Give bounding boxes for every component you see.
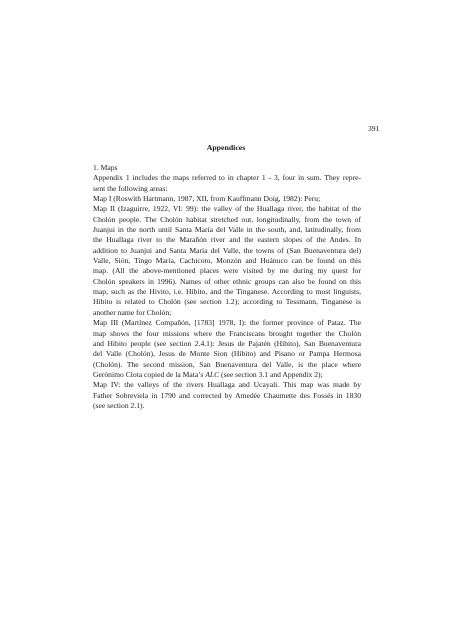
text-line: map, such as the Hivito, i.e. Hibito, and the Tinganese. According to most linguists, [93,287,361,297]
text-line: Cholón speakers in 1996). Names of other ethnic groups can also be found on this [93,276,361,286]
text-line: Appendix 1 includes the maps referred to in chapter 1 - 3, four in sum. They repre- [93,173,361,183]
text-line: map shows the four missions where the Franciscans brought together the Cholón [93,328,361,338]
text-line: sent the following areas: [93,183,168,193]
text-line: (Cholón). The second mission, San Buenaventura del Valle, is the place where [93,359,361,369]
text-line: Map III (Martínez Compañón, [1783] 1978, I): the former province of Pataz. The [93,318,361,328]
text-line: Map I (Roswith Hartmann, 1987, XII, from Kauffmann Doig, 1982): Peru; [93,194,321,204]
body-text [93,163,361,411]
text-line: and Hibito people (see section 2.4.1): Jesus de Pajatén (Hibito), San Buenaventura [93,338,361,348]
section-heading: Appendices [206,143,246,152]
text-line: Map II (Izaguirre, 1922, VI: 99): the valley of the Huallaga river, the habitat of the [93,204,361,214]
page-number: 391 [368,124,380,133]
text-line: del Valle (Cholón), Jesus de Monte Sion (Hibito) and Pisano or Pampa Hermosa [93,349,361,359]
text-line: Father Sobreviela in 1790 and corrected by Amedée Chaumette des Fossés in 1830 [93,390,361,400]
text-line: another name for Cholón; [93,307,172,317]
text-line: 1. Maps [93,163,118,172]
text-line: Gerónimo Clota copied de la Mata’s ALC (see section 3.1 and Appendix 2); [93,369,323,379]
text-line: map. (All the above-mentioned places were visited by me during my quest for [93,266,361,276]
text-line: the Huallaga river to the Marañón river and the eastern slopes of the Andes. In [93,235,361,245]
text-line: addition to Juanjui and Santa María del Valle, the towns of (San Buenaventura del) [93,245,361,255]
text-line: Juanjui in the north until Santa María del Valle in the south, and, latitudinally, from [93,225,361,235]
text-line: Hibito is related to Cholón (see section 1.2); according to Tessmann, Tinganese is [93,297,361,307]
text-line: (see section 2.1). [93,400,145,410]
text-line: Map IV: the valleys of the rivers Huallaga and Ucayali. This map was made by [93,380,361,390]
text-line: Cholón people. The Cholón habitat stretched out, longitudinally, from the town of [93,214,361,224]
text-line: Valle, Sión, Tingo María, Cachicoto, Monzón and Huánuco can be found on this [93,256,361,266]
